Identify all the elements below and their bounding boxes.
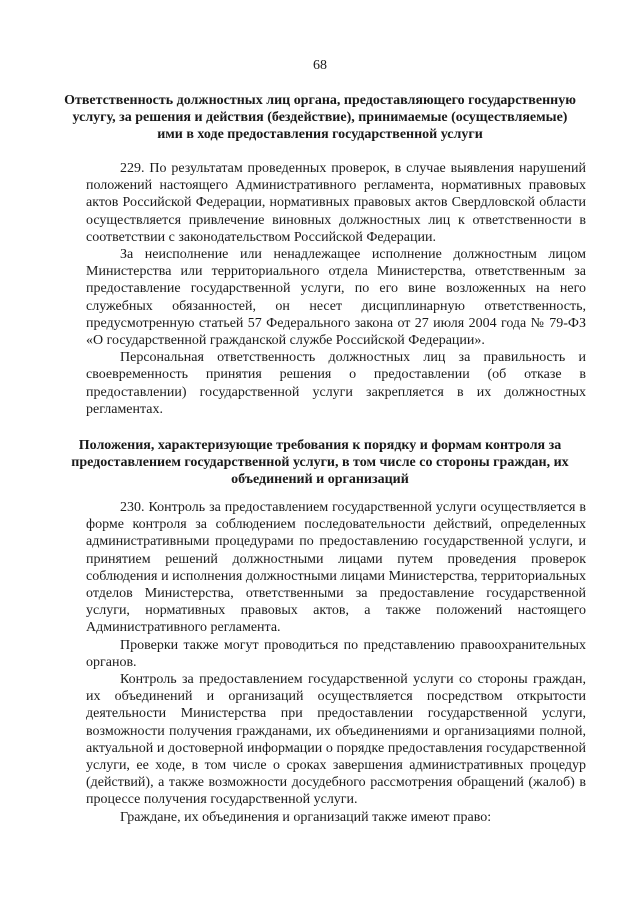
paragraph-230: 230. Контроль за предоставлением государственной услуги осуществляется в форме контроля за соблюдением последовательности действий, определенных административными процедурами по предоставлению государственной услуги, и принятием решений должностными лицами путем проведения проверок соблюдения и исполнения должностными лицами Министерства, территориальных отделов Министерства, ответственными за предоставление государственной услуги, нормативных правовых актов, а также положений настоящего Административного регламента. bbox=[86, 500, 586, 636]
section-heading-control: Положения, характеризующие требования к порядку и формам контроля за предоставлением государственной услуги, в том числе со стороны граждан, их объединений и организаций bbox=[71, 438, 569, 487]
paragraph-disciplinary: За неисполнение или ненадлежащее исполнение должностным лицом Министерства или территориального отдела Министерства, ответственным за предоставление государственной услуги, по его вине возложенных на него служебных обязанностей, он несет дисциплинарную ответственность, предусмотренную статьей 57 Федерального закона от 27 июля 2004 года № 79-ФЗ «О государственной гражданской службе Российской Федерации». bbox=[86, 247, 586, 349]
page-number: 68 bbox=[313, 58, 327, 73]
paragraph-229: 229. По результатам проведенных проверок, в случае выявления нарушений положений настоящего Административного регламента, нормативных правовых актов Российской Федерации, нормативных правовых актов Свердловской области осуществляется привлечение виновных должностных лиц к ответственности в соответствии с законодательством Российской Федерации. bbox=[86, 161, 586, 245]
section-body-control bbox=[86, 499, 586, 826]
section-heading-responsibility: Ответственность должностных лиц органа, предоставляющего государственную услугу, за решения и действия (бездействие), принимаемые (осуществляемые) ими в ходе предоставления государственной услуги bbox=[64, 93, 576, 142]
section-body-responsibility bbox=[86, 160, 586, 418]
paragraph-personal-responsibility: Персональная ответственность должностных лиц за правильность и своевременность принятия решения о предоставлении (об отказе в предоставлении) государственной услуги закрепляется в их должностных регламентах. bbox=[86, 350, 586, 417]
paragraph-citizens-rights: Граждане, их объединения и организаций также имеют право: bbox=[120, 809, 492, 825]
paragraph-public-control: Контроль за предоставлением государственной услуги со стороны граждан, их объединений и организаций осуществляется посредством открытости деятельности Министерства при предоставлении государственной услуги, возможности получения гражданами, их объединениями и организациями полной, актуальной и достоверной информации о порядке предоставления государственной услуги, ее ходе, в том числе о сроках завершения административных процедур (действий), а также возможности досудебного рассмотрения обращений (жалоб) в процессе получения государственной услуги. bbox=[86, 672, 586, 808]
paragraph-inspections: Проверки также могут проводиться по представлению правоохранительных органов. bbox=[86, 637, 586, 670]
